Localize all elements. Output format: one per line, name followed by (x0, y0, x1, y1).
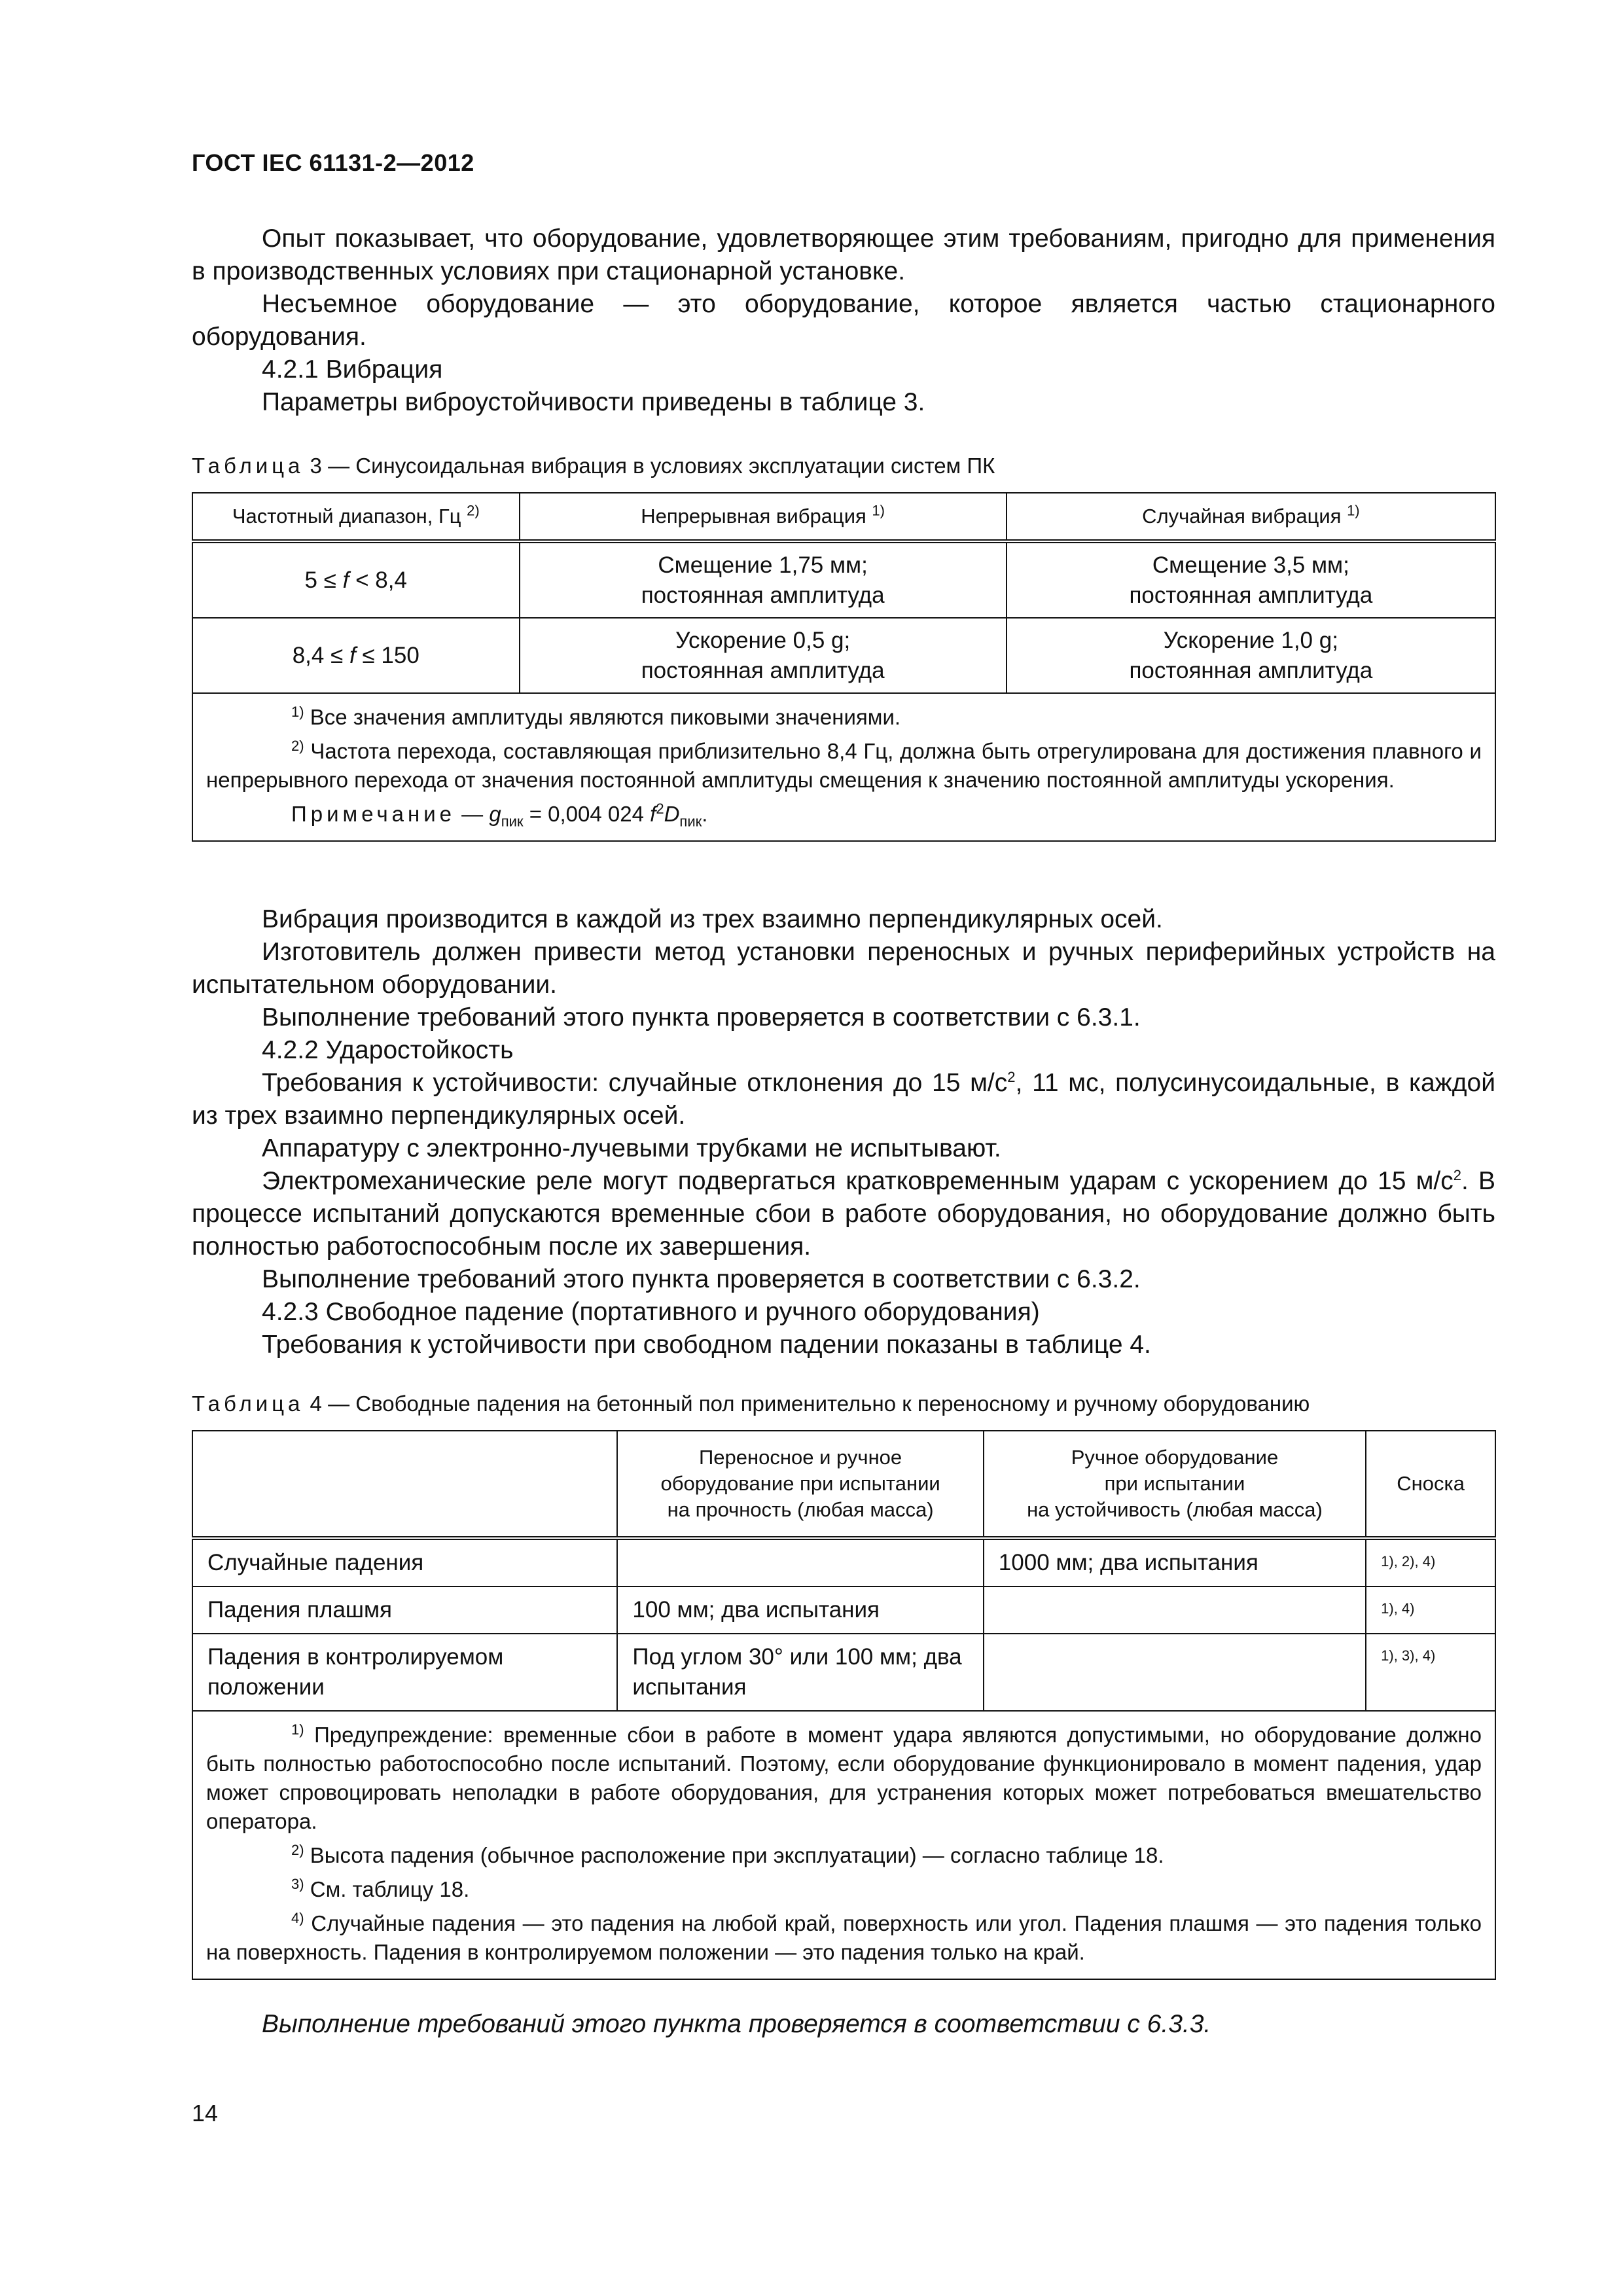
table3-col-random: Случайная вибрация $^{1)}$ (1007, 493, 1495, 541)
body-section-2 (192, 903, 1495, 1361)
frequency-range-cell: 8,4 ≤ f ≤ 150 (192, 618, 520, 693)
strength-cell (617, 1538, 983, 1587)
table4-col-stability: Ручное оборудование при испытании на устойчивость (любая масса) (984, 1431, 1366, 1538)
page-number: 14 (192, 2100, 219, 2126)
paragraph: Аппаратуру с электронно-лучевыми трубками не испытывают. (262, 1134, 1001, 1162)
table4-col-footnote: Сноска (1366, 1431, 1495, 1538)
paragraph: Опыт показывает, что оборудование, удовлетворяющее этим требованиям, пригодно для применения в производственных условиях при стационарной установке. (192, 224, 1495, 285)
table4-caption (192, 1391, 1310, 1417)
table3-caption (192, 453, 995, 479)
drop-type-cell: Случайные падения (192, 1538, 617, 1587)
footnote-1: $^{1)}$ Предупреждение: временные сбои в работе в момент удара являются допустимыми, но оборудование должно быть полностью работоспособно после испытаний. Поэтому, если оборудование функционировало в момент падения, удар может спровоцировать неполадки в работе оборудования, для устранения которых может потребоваться вмешательство оператора. (206, 1721, 1482, 1833)
strength-cell: Под углом 30° или 100 мм; два испытания (617, 1634, 983, 1711)
footnote-2: $^{2)}$ Частота перехода, составляющая приблизительно 8,4 Гц, должна быть отрегулирована для достижения плавного и непрерывного перехода от значения постоянной амплитуды смещения к значению постоянной амплитуды ускорения. (206, 738, 1482, 792)
table-row (192, 1538, 1495, 1587)
stability-cell: 1000 мм; два испытания (984, 1538, 1366, 1587)
section-heading-4-2-2: 4.2.2 Ударостойкость (262, 1036, 514, 1064)
section-heading-4-2-1: 4.2.1 Вибрация (262, 355, 443, 384)
table4-col-empty (192, 1431, 617, 1538)
footnote-4: $^{4)}$ Случайные падения — это падения на любой край, поверхность или угол. Падения плашмя — это падения только на поверхность. Падения в контролируемом положении — это падения только на край. (206, 1910, 1482, 1964)
random-cell: Смещение 3,5 мм; постоянная амплитуда (1007, 541, 1495, 618)
table-row (192, 618, 1495, 693)
stability-cell (984, 1634, 1366, 1711)
continuous-cell: Смещение 1,75 мм; постоянная амплитуда (520, 541, 1007, 618)
paragraph: Требования к устойчивости: случайные отклонения до 15 $м/с^2$, 11 мс, полусинусоидальные, в каждой из трех взаимно перпендикулярных осей. (192, 1069, 1495, 1130)
closing-section (192, 2008, 1495, 2041)
footnote-ref-cell: 1), 3), 4) (1366, 1634, 1495, 1711)
paragraph: Несъемное оборудование — это оборудование, которое является частью стационарного оборудования. (192, 290, 1495, 351)
footnote-2: $^{2)}$ Высота падения (обычное расположение при эксплуатации) — согласно таблице 18. (291, 1842, 1164, 1867)
table3-footnotes (192, 693, 1495, 841)
paragraph: Изготовитель должен привести метод установки переносных и ручных периферийных устройств на испытательном оборудовании. (192, 938, 1495, 999)
table-row (192, 541, 1495, 618)
document-code-header: ГОСТ IEC 61131-2—2012 (192, 149, 474, 176)
continuous-cell: Ускорение 0,5 g; постоянная амплитуда (520, 618, 1007, 693)
paragraph: Электромеханические реле могут подвергаться кратковременным ударам с ускорением до 15 $м/с^2$. В процессе испытаний допускаются временные сбои в работе оборудования, но оборудование должно быть полностью работоспособным после их завершения. (192, 1167, 1495, 1261)
table-3 (192, 492, 1496, 842)
table-4 (192, 1430, 1496, 1980)
paragraph: Параметры виброустойчивости приведены в таблице 3. (262, 388, 925, 416)
table3-header-row (192, 493, 1495, 541)
table-row (192, 1634, 1495, 1711)
table3-col-frequency: Частотный диапазон, Гц $^{2)}$ (192, 493, 520, 541)
closing-paragraph: Выполнение требований этого пункта проверяется в соответствии с 6.3.3. (262, 2010, 1211, 2038)
table-row (192, 1587, 1495, 1634)
paragraph: Вибрация производится в каждой из трех взаимно перпендикулярных осей. (262, 905, 1163, 933)
table3-caption-text: 3 — Синусоидальная вибрация в условиях эксплуатации систем ПК (304, 454, 995, 478)
table3-col-continuous: Непрерывная вибрация $^{1)}$ (520, 493, 1007, 541)
random-cell: Ускорение 1,0 g; постоянная амплитуда (1007, 618, 1495, 693)
table4-caption-text: 4 — Свободные падения на бетонный пол применительно к переносному и ручному оборудованию (304, 1391, 1310, 1416)
section-heading-4-2-3: 4.2.3 Свободное падение (портативного и ручного оборудования) (262, 1298, 1040, 1326)
table4-footnotes (192, 1711, 1495, 1979)
frequency-range-cell: 5 ≤ f < 8,4 (192, 541, 520, 618)
footnote-ref-cell: 1), 4) (1366, 1587, 1495, 1634)
drop-type-cell: Падения плашмя (192, 1587, 617, 1634)
footnote-ref-cell: 1), 2), 4) (1366, 1538, 1495, 1587)
paragraph: Выполнение требований этого пункта проверяется в соответствии с 6.3.2. (262, 1265, 1141, 1293)
stability-cell (984, 1587, 1366, 1634)
table4-caption-prefix: Таблица (192, 1391, 304, 1416)
drop-type-cell: Падения в контролируемом положении (192, 1634, 617, 1711)
footnote-1: $^{1)}$ Все значения амплитуды являются пиковыми значениями. (291, 704, 901, 729)
intro-section (192, 223, 1495, 419)
paragraph: Требования к устойчивости при свободном падении показаны в таблице 4. (262, 1331, 1151, 1359)
table3-note: Примечание — $g_{пик} = 0,004$ 024 $f^2D_{пик}$. (291, 800, 708, 830)
footnote-3: $^{3)}$ См. таблицу 18. (291, 1876, 470, 1901)
strength-cell: 100 мм; два испытания (617, 1587, 983, 1634)
table3-caption-prefix: Таблица (192, 454, 304, 478)
table4-col-strength: Переносное и ручное оборудование при испытании на прочность (любая масса) (617, 1431, 983, 1538)
table4-header-row (192, 1431, 1495, 1538)
paragraph: Выполнение требований этого пункта проверяется в соответствии с 6.3.1. (262, 1003, 1141, 1031)
